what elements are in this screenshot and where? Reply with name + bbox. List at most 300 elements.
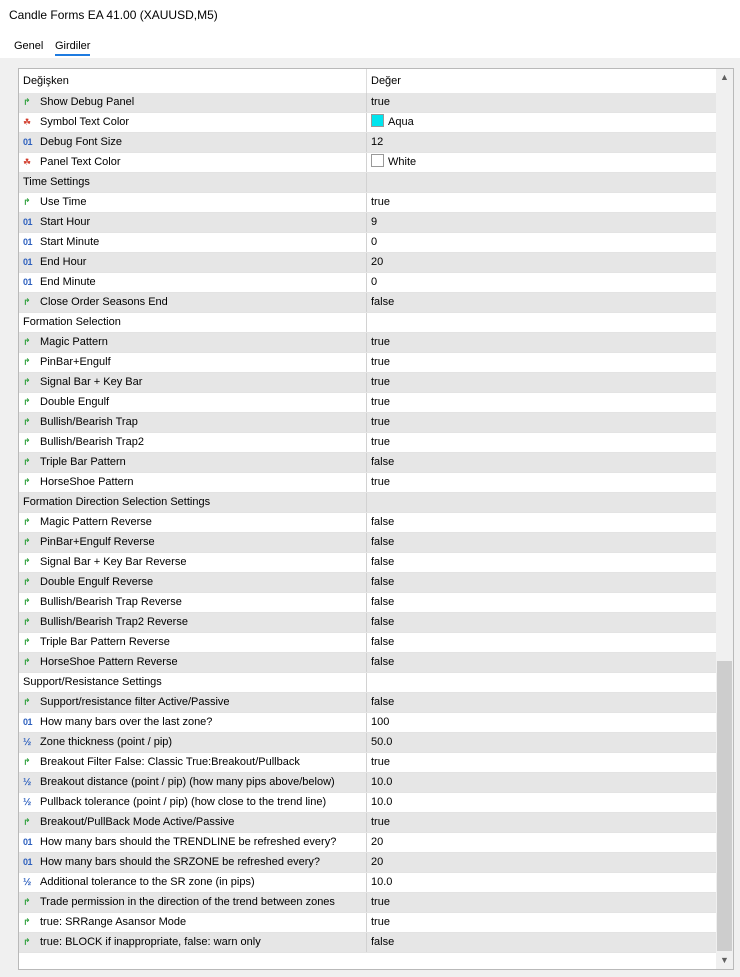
double-icon: ½ <box>23 737 32 748</box>
bool-arrow-icon: ↱ <box>23 537 31 547</box>
header-divider[interactable] <box>366 69 367 93</box>
row-name-cell <box>19 373 366 392</box>
value-text: 9 <box>371 216 378 228</box>
row-name-cell <box>19 793 366 812</box>
table-row[interactable] <box>19 273 716 293</box>
value-text: true <box>371 396 390 408</box>
integer-icon: 01 <box>23 857 33 867</box>
row-name-cell <box>19 853 366 872</box>
param-label: Zone thickness (point / pip) <box>40 736 173 748</box>
value-text: 0 <box>371 276 378 288</box>
bool-arrow-icon: ↱ <box>23 397 31 407</box>
param-label: Triple Bar Pattern <box>40 456 126 468</box>
table-row[interactable] <box>19 893 716 913</box>
table-row[interactable] <box>19 433 716 453</box>
param-value[interactable] <box>371 653 394 672</box>
value-text: 0 <box>371 236 378 248</box>
column-divider <box>366 713 367 732</box>
param-label: Triple Bar Pattern Reverse <box>40 636 170 648</box>
param-label: PinBar+Engulf <box>40 356 111 368</box>
table-row[interactable] <box>19 293 716 313</box>
bool-arrow-icon: ↱ <box>23 197 31 207</box>
bool-arrow-icon: ↱ <box>23 477 31 487</box>
header-value[interactable]: Değer <box>371 75 401 87</box>
value-text: 50.0 <box>371 736 393 748</box>
column-divider <box>366 693 367 712</box>
integer-icon: 01 <box>23 217 33 227</box>
table-row[interactable] <box>19 773 716 793</box>
param-value[interactable] <box>371 593 394 612</box>
bool-arrow-icon: ↱ <box>23 697 31 707</box>
param-value[interactable] <box>371 353 390 372</box>
param-label: Breakout distance (point / pip) (how many pips above/below) <box>40 776 335 788</box>
param-value[interactable] <box>371 733 392 752</box>
param-label: Bullish/Bearish Trap2 <box>40 436 144 448</box>
section-row[interactable] <box>19 173 716 193</box>
row-name-cell <box>19 473 366 492</box>
row-name-cell <box>23 313 370 332</box>
param-label: How many bars should the TRENDLINE be refreshed every? <box>40 836 337 848</box>
table-row[interactable] <box>19 573 716 593</box>
table-row[interactable] <box>19 93 716 113</box>
param-value[interactable] <box>371 93 390 112</box>
table-row[interactable] <box>19 793 716 813</box>
double-icon: ½ <box>23 877 32 888</box>
bool-arrow-icon: ↱ <box>23 937 31 947</box>
param-value[interactable] <box>371 153 416 172</box>
row-name-cell <box>19 153 366 172</box>
column-divider <box>366 253 367 272</box>
param-value[interactable] <box>371 433 390 452</box>
param-value[interactable] <box>371 373 390 392</box>
row-name-cell <box>19 93 366 112</box>
integer-icon: 01 <box>23 837 33 847</box>
table-row[interactable] <box>19 193 716 213</box>
value-text: true <box>371 96 390 108</box>
param-value[interactable] <box>371 473 390 492</box>
bool-arrow-icon: ↱ <box>23 817 31 827</box>
param-value[interactable] <box>371 193 390 212</box>
double-icon: ½ <box>23 797 32 808</box>
row-name-cell <box>19 693 366 712</box>
column-divider <box>366 293 367 312</box>
param-label: Support/resistance filter Active/Passive <box>40 696 230 708</box>
row-name-cell <box>19 773 366 792</box>
value-text: true <box>371 476 390 488</box>
value-text: false <box>371 636 395 648</box>
value-text: 20 <box>371 256 384 268</box>
column-divider <box>366 493 367 512</box>
row-name-cell <box>19 753 366 772</box>
value-text: 20 <box>371 856 384 868</box>
value-text: White <box>388 156 417 168</box>
column-divider <box>366 413 367 432</box>
table-row[interactable] <box>19 533 716 553</box>
column-divider <box>366 753 367 772</box>
param-label: Double Engulf <box>40 396 110 408</box>
table-row[interactable] <box>19 513 716 533</box>
param-value[interactable] <box>371 113 414 132</box>
param-value[interactable] <box>371 713 389 732</box>
bool-arrow-icon: ↱ <box>23 757 31 767</box>
value-text: false <box>371 656 395 668</box>
table-row[interactable] <box>19 413 716 433</box>
param-label: Symbol Text Color <box>40 116 130 128</box>
row-name-cell <box>19 513 366 532</box>
param-value[interactable] <box>371 513 394 532</box>
column-divider <box>366 193 367 212</box>
table-row[interactable] <box>19 153 716 173</box>
param-label: Magic Pattern Reverse <box>40 516 152 528</box>
value-text: false <box>371 576 395 588</box>
column-divider <box>366 653 367 672</box>
table-row[interactable] <box>19 733 716 753</box>
value-text: false <box>371 456 395 468</box>
row-name-cell <box>19 593 366 612</box>
value-text: false <box>371 516 395 528</box>
tab-girdiler[interactable]: Girdiler <box>55 40 91 52</box>
param-value[interactable] <box>371 633 394 652</box>
bool-arrow-icon: ↱ <box>23 377 31 387</box>
param-value[interactable] <box>371 533 394 552</box>
column-divider <box>366 733 367 752</box>
param-label: Trade permission in the direction of the trend between zones <box>40 896 335 908</box>
column-divider <box>366 773 367 792</box>
value-text: true <box>371 756 390 768</box>
table-row[interactable] <box>19 613 716 633</box>
row-name-cell <box>19 573 366 592</box>
row-name-cell <box>19 133 366 152</box>
section-label: Formation Direction Selection Settings <box>23 496 211 508</box>
bool-arrow-icon: ↱ <box>23 297 31 307</box>
column-divider <box>366 793 367 812</box>
table-row[interactable] <box>19 933 716 953</box>
value-text: Aqua <box>388 116 414 128</box>
param-label: Show Debug Panel <box>40 96 135 108</box>
value-text: false <box>371 536 395 548</box>
value-text: false <box>371 936 395 948</box>
column-divider <box>366 173 367 192</box>
column-divider <box>366 313 367 332</box>
bool-arrow-icon: ↱ <box>23 437 31 447</box>
table-row[interactable] <box>19 833 716 853</box>
bool-arrow-icon: ↱ <box>23 617 31 627</box>
param-value[interactable] <box>371 833 383 852</box>
bool-arrow-icon: ↱ <box>23 897 31 907</box>
table-row[interactable] <box>19 713 716 733</box>
value-text: 12 <box>371 136 384 148</box>
value-text: 10.0 <box>371 796 393 808</box>
param-label: Magic Pattern <box>40 336 108 348</box>
row-name-cell <box>23 173 370 192</box>
row-name-cell <box>19 633 366 652</box>
column-divider <box>366 333 367 352</box>
column-divider <box>366 813 367 832</box>
column-divider <box>366 433 367 452</box>
table-row[interactable] <box>19 253 716 273</box>
table-row[interactable] <box>19 333 716 353</box>
table-row[interactable] <box>19 633 716 653</box>
column-divider <box>366 573 367 592</box>
param-value[interactable] <box>371 933 394 952</box>
window-title: Candle Forms EA 41.00 (XAUUSD,M5) <box>9 8 218 22</box>
param-label: true: SRRange Asansor Mode <box>40 916 187 928</box>
param-value[interactable] <box>371 853 383 872</box>
column-divider <box>366 153 367 172</box>
param-label: true: BLOCK if inappropriate, false: warn only <box>40 936 261 948</box>
row-name-cell <box>19 433 366 452</box>
bool-arrow-icon: ↱ <box>23 657 31 667</box>
bool-arrow-icon: ↱ <box>23 597 31 607</box>
value-text: false <box>371 616 395 628</box>
param-label: Additional tolerance to the SR zone (in pips) <box>40 876 255 888</box>
param-label: Start Hour <box>40 216 91 228</box>
column-divider <box>366 373 367 392</box>
row-name-cell <box>19 353 366 372</box>
bool-arrow-icon: ↱ <box>23 917 31 927</box>
color-icon: ☘ <box>23 117 32 127</box>
param-value[interactable] <box>371 693 394 712</box>
param-label: Bullish/Bearish Trap Reverse <box>40 596 182 608</box>
column-divider <box>366 113 367 132</box>
row-name-cell <box>19 833 366 852</box>
column-divider <box>366 673 367 692</box>
value-text: 10.0 <box>371 876 393 888</box>
section-row[interactable] <box>19 493 716 513</box>
param-value[interactable] <box>371 913 390 932</box>
param-value[interactable] <box>371 293 394 312</box>
param-label: Panel Text Color <box>40 156 121 168</box>
value-text: true <box>371 896 390 908</box>
section-label: Time Settings <box>23 176 90 188</box>
row-name-cell <box>23 673 370 692</box>
table-row[interactable] <box>19 393 716 413</box>
value-text: false <box>371 296 395 308</box>
table-rows <box>19 93 716 953</box>
column-divider <box>366 853 367 872</box>
param-value[interactable] <box>371 793 392 812</box>
value-text: true <box>371 416 390 428</box>
column-divider <box>366 533 367 552</box>
row-name-cell <box>19 113 366 132</box>
row-name-cell <box>19 893 366 912</box>
column-divider <box>366 213 367 232</box>
param-value[interactable] <box>371 393 390 412</box>
row-name-cell <box>19 413 366 432</box>
bool-arrow-icon: ↱ <box>23 577 31 587</box>
column-divider <box>366 273 367 292</box>
row-name-cell <box>19 713 366 732</box>
row-name-cell <box>19 333 366 352</box>
row-name-cell <box>19 193 366 212</box>
param-label: End Minute <box>40 276 96 288</box>
column-divider <box>366 873 367 892</box>
bool-arrow-icon: ↱ <box>23 97 31 107</box>
column-divider <box>366 233 367 252</box>
row-name-cell <box>19 533 366 552</box>
row-name-cell <box>19 453 366 472</box>
param-value[interactable] <box>371 453 394 472</box>
vertical-scrollbar[interactable] <box>716 69 733 969</box>
param-value[interactable] <box>371 873 392 892</box>
section-row[interactable] <box>19 313 716 333</box>
param-label: HorseShoe Pattern Reverse <box>40 656 178 668</box>
param-label: Close Order Seasons End <box>40 296 168 308</box>
param-value[interactable] <box>371 813 390 832</box>
integer-icon: 01 <box>23 257 33 267</box>
value-text: true <box>371 816 390 828</box>
param-label: Debug Font Size <box>40 136 122 148</box>
column-divider <box>366 473 367 492</box>
column-divider <box>366 513 367 532</box>
table-row[interactable] <box>19 233 716 253</box>
table-row[interactable] <box>19 113 716 133</box>
param-value[interactable] <box>371 273 377 292</box>
value-text: true <box>371 356 390 368</box>
column-divider <box>366 553 367 572</box>
bool-arrow-icon: ↱ <box>23 557 31 567</box>
row-name-cell <box>19 253 366 272</box>
param-value[interactable] <box>371 133 383 152</box>
param-label: Bullish/Bearish Trap <box>40 416 138 428</box>
bool-arrow-icon: ↱ <box>23 337 31 347</box>
header-variable[interactable]: Değişken <box>23 75 69 87</box>
table-row[interactable] <box>19 473 716 493</box>
double-icon: ½ <box>23 777 32 788</box>
row-name-cell <box>19 293 366 312</box>
column-divider <box>366 913 367 932</box>
table-row[interactable] <box>19 693 716 713</box>
value-text: true <box>371 336 390 348</box>
integer-icon: 01 <box>23 137 33 147</box>
param-value[interactable] <box>371 253 383 272</box>
param-value[interactable] <box>371 213 377 232</box>
value-text: 20 <box>371 836 384 848</box>
tab-strip <box>0 30 740 58</box>
row-name-cell <box>19 653 366 672</box>
row-name-cell <box>19 813 366 832</box>
color-swatch <box>371 114 384 127</box>
row-name-cell <box>19 213 366 232</box>
param-label: PinBar+Engulf Reverse <box>40 536 155 548</box>
column-divider <box>366 933 367 952</box>
table-row[interactable] <box>19 873 716 893</box>
param-value[interactable] <box>371 233 377 252</box>
table-row[interactable] <box>19 913 716 933</box>
table-row[interactable] <box>19 753 716 773</box>
param-label: HorseShoe Pattern <box>40 476 134 488</box>
tab-genel[interactable]: Genel <box>14 40 44 52</box>
value-text: false <box>371 556 395 568</box>
column-divider <box>366 93 367 112</box>
row-name-cell <box>19 273 366 292</box>
table-row[interactable] <box>19 133 716 153</box>
value-text: true <box>371 916 390 928</box>
param-label: Pullback tolerance (point / pip) (how close to the trend line) <box>40 796 327 808</box>
bool-arrow-icon: ↱ <box>23 417 31 427</box>
table-row[interactable] <box>19 453 716 473</box>
param-value[interactable] <box>371 573 394 592</box>
row-name-cell <box>19 913 366 932</box>
integer-icon: 01 <box>23 277 33 287</box>
bool-arrow-icon: ↱ <box>23 357 31 367</box>
column-divider <box>366 833 367 852</box>
param-label: Signal Bar + Key Bar <box>40 376 143 388</box>
value-text: true <box>371 376 390 388</box>
bool-arrow-icon: ↱ <box>23 637 31 647</box>
scroll-down-icon[interactable]: ▼ <box>720 955 729 965</box>
row-name-cell <box>19 873 366 892</box>
row-name-cell <box>19 553 366 572</box>
row-name-cell <box>19 933 366 952</box>
table-row[interactable] <box>19 553 716 573</box>
color-icon: ☘ <box>23 157 32 167</box>
scroll-up-icon[interactable]: ▲ <box>720 72 729 82</box>
table-row[interactable] <box>19 813 716 833</box>
param-value[interactable] <box>371 753 390 772</box>
row-name-cell <box>23 493 370 512</box>
param-label: Start Minute <box>40 236 100 248</box>
table-row[interactable] <box>19 853 716 873</box>
param-label: Signal Bar + Key Bar Reverse <box>40 556 187 568</box>
value-text: 100 <box>371 716 390 728</box>
title-bar <box>0 0 740 30</box>
section-label: Support/Resistance Settings <box>23 676 162 688</box>
param-value[interactable] <box>371 553 394 572</box>
value-text: false <box>371 596 395 608</box>
param-label: Use Time <box>40 196 87 208</box>
color-swatch <box>371 154 384 167</box>
table-row[interactable] <box>19 593 716 613</box>
value-text: false <box>371 696 395 708</box>
table-row[interactable] <box>19 373 716 393</box>
param-value[interactable] <box>371 413 390 432</box>
param-value[interactable] <box>371 773 392 792</box>
param-label: Breakout/PullBack Mode Active/Passive <box>40 816 235 828</box>
row-name-cell <box>19 233 366 252</box>
param-label: Breakout Filter False: Classic True:Breakout/Pullback <box>40 756 300 768</box>
row-name-cell <box>19 613 366 632</box>
value-text: true <box>371 196 390 208</box>
scroll-thumb[interactable] <box>717 661 732 951</box>
bool-arrow-icon: ↱ <box>23 517 31 527</box>
column-divider <box>366 353 367 372</box>
row-name-cell <box>19 733 366 752</box>
value-text: true <box>371 436 390 448</box>
table-row[interactable] <box>19 213 716 233</box>
bool-arrow-icon: ↱ <box>23 457 31 467</box>
param-value[interactable] <box>371 893 390 912</box>
value-text: 10.0 <box>371 776 393 788</box>
table-row[interactable] <box>19 653 716 673</box>
table-row[interactable] <box>19 353 716 373</box>
integer-icon: 01 <box>23 717 33 727</box>
column-divider <box>366 613 367 632</box>
column-divider <box>366 633 367 652</box>
integer-icon: 01 <box>23 237 33 247</box>
section-label: Formation Selection <box>23 316 121 328</box>
param-value[interactable] <box>371 333 390 352</box>
param-label: End Hour <box>40 256 87 268</box>
column-divider <box>366 453 367 472</box>
section-row[interactable] <box>19 673 716 693</box>
param-label: Double Engulf Reverse <box>40 576 154 588</box>
column-divider <box>366 893 367 912</box>
column-divider <box>366 133 367 152</box>
param-label: How many bars should the SRZONE be refreshed every? <box>40 856 321 868</box>
column-divider <box>366 393 367 412</box>
param-value[interactable] <box>371 613 394 632</box>
